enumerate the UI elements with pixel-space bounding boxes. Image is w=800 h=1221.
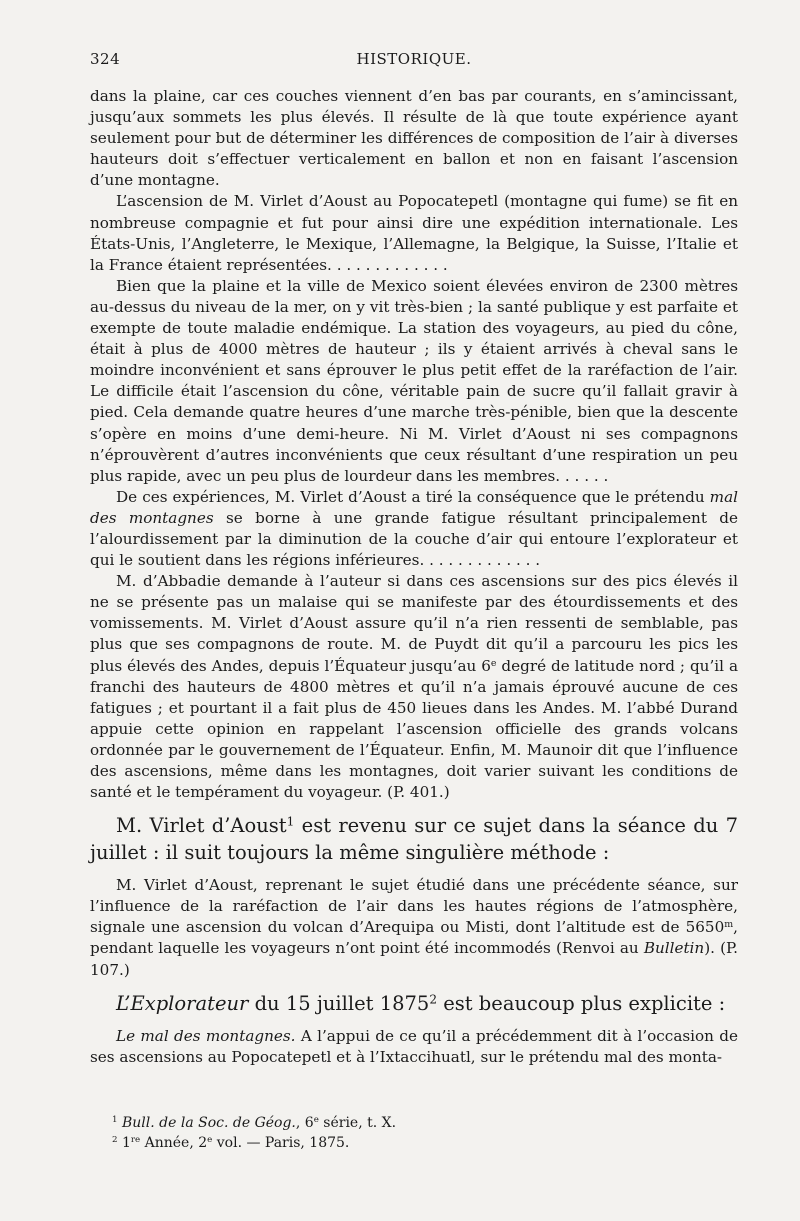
text-segment: , 6: [295, 1115, 314, 1131]
page-header: [90, 50, 738, 74]
text-segment: ). (P. 107.): [90, 939, 738, 979]
text-segment: du 15 juillet 1875: [248, 991, 430, 1015]
footnote: [90, 1113, 738, 1133]
text-segment: Bull. de la Soc. de Géog.: [121, 1115, 296, 1131]
page-number: 324: [90, 50, 121, 68]
text-segment: M. d’Abbadie demande à l’auteur si dans ces ascensions sur des pics élevés il ne se présente pas un malaise qui se manifeste par des étourdissements et des vomissements. M. Virlet d’Aoust assure qu’il n’a rien ressenti de semblable, pas plus que ses compagnons de route. M. de Puydt dit qu’il a parcouru les pics les plus élevés des Andes, depuis l’Équateur jusqu’au 6: [90, 572, 738, 675]
running-title: HISTORIQUE.: [356, 50, 472, 68]
text-segment: L’ascension de M. Virlet d’Aoust au Popocatepetl (montagne qui fume) se fit en nombreuse compagnie et fut pour ainsi dire une expédition internationale. Les États-Unis, l’Angleterre, le Mexique, l’Allemagne, la Belgique, la Suisse, l’Italie et la France étaient représentées. . . . . . . . . . . . .: [90, 192, 738, 274]
text-segment: 1: [117, 1135, 131, 1151]
text-segment: A l’appui de ce qu’il a précédemment dit à l’occasion de ses ascensions au Popocatepetl et à l’Ixtaccihuatl, sur le prétendu mal des monta-: [90, 1026, 738, 1066]
text-segment: L’Explorateur: [116, 991, 249, 1015]
text-segment: vol. — Paris, 1875.: [212, 1135, 350, 1151]
text-segment: est beaucoup plus explicite :: [437, 991, 726, 1015]
text-segment: e: [313, 1115, 319, 1126]
text-segment: M. Virlet d’Aoust: [116, 814, 287, 838]
text-segment: Le mal des montagnes.: [116, 1026, 296, 1045]
quoted-paragraph: [90, 276, 738, 487]
section-gap: [90, 803, 738, 812]
text-segment: , pendant laquelle les voyageurs n’ont point été incommodés (Renvoi au: [90, 918, 738, 958]
section-gap: [90, 866, 738, 875]
section-gap: [90, 1017, 738, 1026]
text-segment: se borne à une grande fatigue résultant principalement de l’alourdissement par la diminution de la couche d’air qui entoure l’explorateur et qui le soutient dans les régions inférieures. . . . . . . . . . . . .: [90, 508, 738, 570]
text-segment: Bien que la plaine et la ville de Mexico soient élevées environ de 2300 mètres au-dessus du niveau de la mer, on y vit très-bien ; la santé publique y est parfaite et exempte de toute maladie endémique. La station des voyageurs, au pied du cône, était à plus de 4000 mètres de hauteur ; ils y étaient arrivés à cheval sans le moindre inconvénient et sans éprouver le plus petit effet de la raréfaction de l’air. Le difficile était l’ascension du cône, véritable pain de sucre qu’il fallait gravir à pied. Cela demande quatre heures d’une marche très-pénible, bien que la descente s’opère en moins d’une demi-heure. Ni M. Virlet d’Aoust ni ses compagnons n’éprouvèrent d’autres inconvénients que ceux résultant d’une respiration un peu plus rapide, avec un peu plus de lourdeur dans les membres. . . . . .: [90, 276, 738, 485]
text-segment: 2: [429, 992, 438, 1007]
text-segment: série, t. X.: [318, 1115, 397, 1131]
quoted-paragraph: [90, 487, 738, 571]
text-segment: 1: [112, 1115, 118, 1126]
text-segment: Année, 2: [140, 1135, 208, 1151]
commentary-paragraph: [90, 990, 738, 1017]
quoted-paragraph: [90, 875, 738, 980]
text-segment: degré de latitude nord ; qu’il a franchi des hauteurs de 4800 mètres et qu’il n’a jamais éprouvé aucune de ces fatigues ; et pourtant il a fait plus de 450 lieues dans les Andes. M. l’abbé Durand appuie cette opinion en rappelant l’ascension officielle des grands volcans ordonnée par le gouvernement de l’Équateur. Enfin, M. Maunoir dit que l’influence des ascensions, même dans les montagnes, doit varier suivant les conditions de santé et le tempérament du voyageur. (P. 401.): [90, 656, 738, 802]
quoted-paragraph: [90, 86, 738, 191]
quoted-paragraph: [90, 1026, 738, 1068]
footnote: [90, 1133, 738, 1153]
text-segment: mal des montagnes: [90, 487, 738, 527]
text-segment: Bulletin: [643, 939, 705, 958]
footnotes: [90, 1113, 738, 1153]
quoted-paragraph: [90, 191, 738, 275]
text-segment: e: [207, 1135, 213, 1146]
section-gap: [90, 981, 738, 990]
text-segment: 1: [286, 814, 295, 829]
text-segment: De ces expériences, M. Virlet d’Aoust a tiré la conséquence que le prétendu: [116, 487, 710, 506]
commentary-paragraph: [90, 812, 738, 866]
text-segment: dans la plaine, car ces couches viennent d’en bas par courants, en s’amincissant, jusqu’aux sommets les plus élevés. Il résulte de là que toute expérience ayant seulement pour but de déterminer les différences de composition de l’air à diverses hauteurs doit s’effectuer verticalement en ballon et non en faisant l’ascension d’une montagne.: [90, 87, 738, 190]
text-segment: m: [724, 919, 734, 931]
text-segment: est revenu sur ce sujet dans la séance du 7 juillet : il suit toujours la même singulière méthode :: [90, 814, 738, 865]
text-segment: re: [130, 1135, 141, 1146]
text-segment: 2: [112, 1135, 118, 1146]
body-text: [90, 86, 738, 1068]
text-segment: e: [490, 657, 497, 669]
quoted-paragraph: [90, 571, 738, 803]
text-segment: M. Virlet d’Aoust, reprenant le sujet étudié dans une précédente séance, sur l’influence de la raréfaction de l’air dans les hautes régions de l’atmosphère, signale une ascension du volcan d’Arequipa ou Misti, dont l’altitude est de 5650: [90, 876, 738, 937]
